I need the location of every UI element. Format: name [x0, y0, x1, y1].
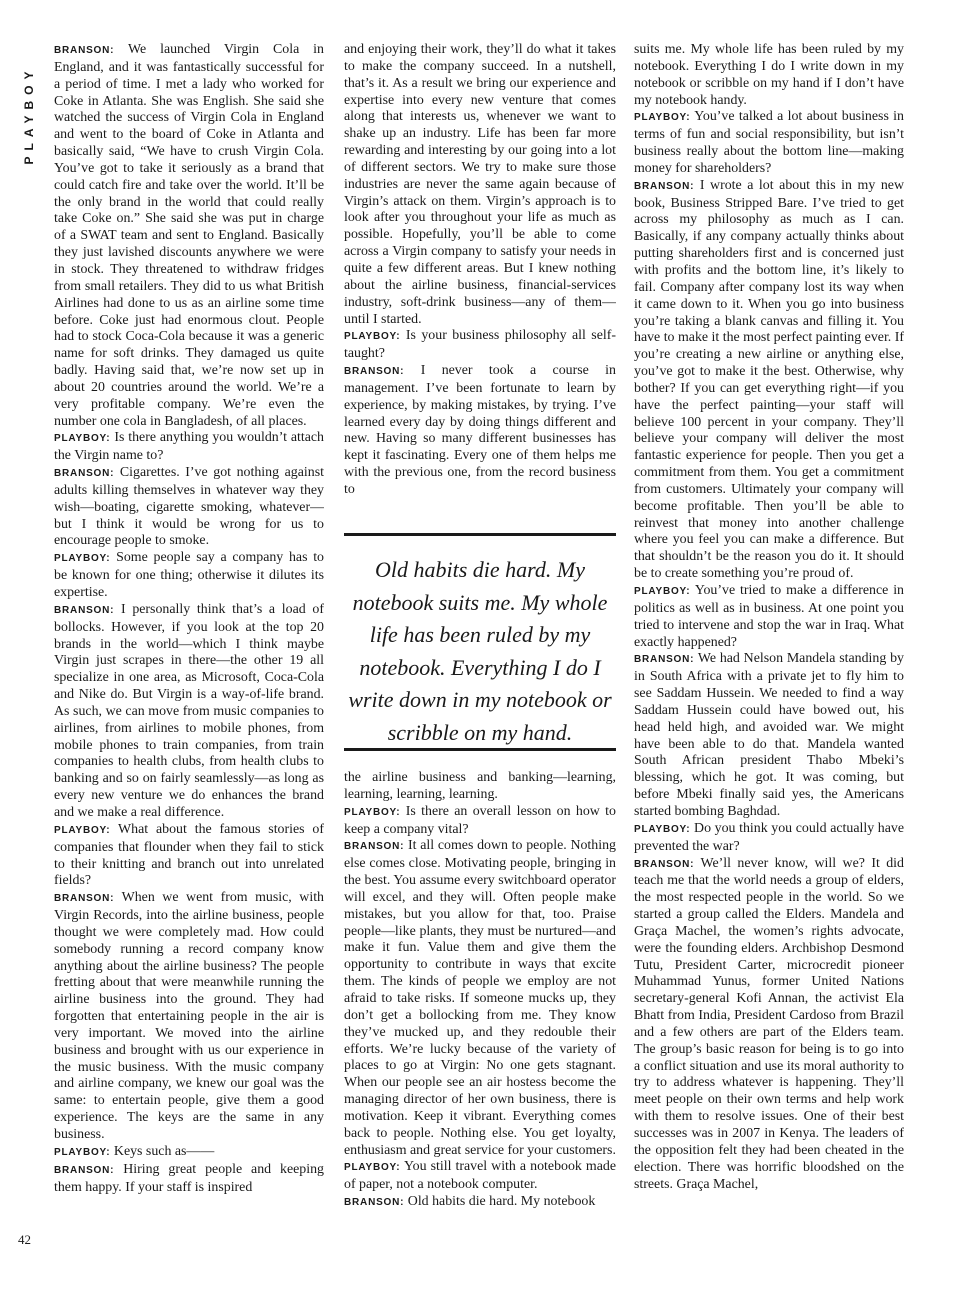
paragraph-text: Hiring great people and keeping them happy. If your staff is inspired: [54, 1161, 324, 1195]
speaker-label: BRANSON:: [54, 1164, 115, 1176]
article-paragraph: [344, 1159, 616, 1194]
article-paragraph: [54, 602, 324, 822]
article-paragraph: [344, 770, 616, 804]
pull-quote: [344, 533, 616, 751]
speaker-label: PLAYBOY:: [634, 823, 691, 835]
paragraph-text: I personally think that’s a load of bollocks. However, if you look at the top 20 brands in the world—which I think maybe Virgin just scrapes in there—the other 19 all specialize in one area, as Microsoft, Coca-Cola and Nike do. But Virgin is a way-of-life brand. As such, we can move from music companies to airlines, from airlines to mobile phones, from mobile phones to train companies, from train companies to health clubs, from health clubs to banking and so on fairly seamlessly—as long as every new venture we do enhances the brand and we make a real difference.: [54, 601, 324, 820]
speaker-label: BRANSON:: [344, 1197, 405, 1209]
paragraph-text: Do you think you could actually have prevented the war?: [634, 820, 904, 854]
article-paragraph: [634, 178, 904, 583]
speaker-label: PLAYBOY:: [54, 433, 111, 445]
speaker-label: BRANSON:: [54, 45, 115, 56]
speaker-label: BRANSON:: [54, 468, 115, 480]
paragraph-text: It all comes down to people. Nothing else comes close. Motivating people, bringing in the best. You assume every switchboard operator will excel, and they will. Often people make mistakes, but you allow for that, too. Praise people—like plants, they must be nurtured—and make it fun. Value them and give them the opportunity to contribute in ways that excite them. The kinds of people we employ are not afraid to take risks. If someone mucks up, they don’t get a bollocking from me. They know they’ve mucked up, and they redouble their efforts. We’re lucky because of the variety of places to go at Virgin: No one gets stagnant. When our people see an air hostess become the managing director of her own business, there is motivation. Keep it vibrant. Everything comes back to people. Nothing else. You get loyalty, enthusiasm and great service for your customers.: [344, 838, 616, 1158]
paragraph-text: You still travel with a notebook made of paper, not a notebook computer.: [344, 1159, 616, 1193]
article-paragraph: [54, 1144, 324, 1162]
paragraph-text: You’ve tried to make a difference in politics as well as in business. At one point you tried to intervene and stop the war in Iraq. What exactly happened?: [634, 583, 904, 650]
article-paragraph: [54, 430, 324, 465]
article-paragraph: [54, 890, 324, 1144]
paragraph-text: We launched Virgin Cola in England, and it was fantastically successful for a period of time. I met a lady who worked for Coke in Atlanta. She was English. She said she watched the success of Virgin Cola in England and went to the board of Coke in Atlanta and basically said, “We have to crush Virgin Cola. You’ve got to take it seriously as a brand that could catch fire and take over the world. It’ll be the only brand in the world that could really take Coke on.” She said she was put in charge of a SWAT team and sent to England. Basically they just lavished discounts anywhere we were in stock. They threatened to withdraw fridges from small retailers. They did to us what British Airlines had done to us as an airline some time before. Coke just had enormous clout. People had to stock Coca-Cola because it was a generic name for soft drinks. They damaged us quite badly. Having said that, we’re now set up in about 20 countries around the world. We’re a very profitable company. We’re even the number one cola in Bangladesh, of all places.: [54, 42, 324, 429]
speaker-label: BRANSON:: [54, 604, 115, 616]
article-paragraph: [54, 42, 324, 430]
article-paragraph: [344, 838, 616, 1159]
article-paragraph: [634, 583, 904, 651]
article-column-2-top: [344, 42, 616, 518]
paragraph-text: Is your business philosophy all self-taught?: [344, 328, 616, 362]
article-paragraph: [634, 109, 904, 177]
speaker-label: BRANSON:: [54, 893, 115, 905]
article-paragraph: [634, 651, 904, 820]
paragraph-text: When we went from music, with Virgin Records, into the airline business, people thought we were completely mad. How could somebody running a record company know anything about the airline business? The people fretting about that were meanwhile running the airline business into the ground. They had forgotten that entertaining people in the air is very important. We moved into the airline business and brought with us our experience in the music business. With the music company and airline company, we knew our goal was the same: to entertain people, give them a good experience. The keys are the same in any business.: [54, 890, 324, 1142]
article-paragraph: [634, 42, 904, 109]
article-paragraph: [344, 804, 616, 839]
paragraph-text: the airline business and banking—learning, learning, learning, learning.: [344, 770, 616, 802]
speaker-label: BRANSON:: [344, 366, 405, 378]
paragraph-text: and enjoying their work, they’ll do what it takes to make the company succeed. In a nutshell, that’s it. As a result we bring our experience and expertise into every new venture that comes along that interests us, whenever we want to shake up an industry. Life has been far more rewarding and interesting by our going into a lot of different sectors. We try to make sure those industries are never the same again because of Virgin’s attack on them. Virgin’s approach is to look after you throughout your life as much as possible. Hopefully, you’ll be able to come across a Virgin company to satisfy your needs in quite a few different areas. But I knew nothing about the airline business, financial-services industry, soft-drink business—any of them—until I started.: [344, 42, 616, 327]
speaker-label: BRANSON:: [634, 180, 695, 192]
article-paragraph: [634, 856, 904, 1194]
speaker-label: BRANSON:: [344, 841, 405, 853]
speaker-label: PLAYBOY:: [54, 553, 111, 565]
speaker-label: PLAYBOY:: [54, 824, 111, 836]
paragraph-text: Is there anything you wouldn’t attach the Virgin name to?: [54, 430, 324, 464]
article-paragraph: [634, 821, 904, 856]
paragraph-text: Some people say a company has to be known for one thing; otherwise it dilutes its expertise.: [54, 550, 324, 600]
article-paragraph: [344, 363, 616, 499]
pull-quote-text: Old habits die hard. My notebook suits me. My whole life has been ruled by my notebook. Everything I do I write down in my notebook or scribble on my hand.: [348, 557, 612, 745]
speaker-label: PLAYBOY:: [344, 331, 401, 343]
article-paragraph: [54, 465, 324, 550]
paragraph-text: Cigarettes. I’ve got nothing against adults killing themselves in whatever way they wish—boating, cigarette smoking, whatever—but I think it would be wrong for us to encourage people to smoke.: [54, 465, 324, 549]
paragraph-text: We had Nelson Mandela standing by in South Africa with a private jet to fly him to see Saddam Hussein. We needed to find a way Saddam Hussein could have bowed out, his head held high, and avoided war. We might have been able to do that. Mandela wanted South African president Thabo Mbeki’s blessing, which he got. It was coming, but before Mbeki finally said yes, the Americans started bombing Baghdad.: [634, 651, 904, 819]
article-paragraph: [344, 328, 616, 363]
page-number: 42: [18, 1232, 31, 1247]
speaker-label: PLAYBOY:: [634, 586, 691, 597]
paragraph-text: What about the famous stories of companies that flounder when they fail to stick to their knitting and branch out into unrelated fields?: [54, 821, 324, 889]
paragraph-text: You’ve talked a lot about business in terms of fun and social responsibility, but isn’t business really about the bottom line—making money for shareholders?: [634, 109, 904, 176]
article-paragraph: [54, 550, 324, 602]
paragraph-text: Keys such as——: [113, 1143, 215, 1159]
article-column-1: [54, 42, 324, 1254]
paragraph-text: Is there an overall lesson on how to keep a company vital?: [344, 803, 616, 837]
paragraph-text: suits me. My whole life has been ruled by my notebook. Everything I do I write down in my notebook or scribble on my hand if I don’t have my notebook handy.: [634, 42, 904, 108]
article-paragraph: [54, 1162, 324, 1197]
vertical-title-text: PLAYBOY: [22, 65, 36, 165]
paragraph-text: I never took a course in management. I’ve been fortunate to learn by experience, by making mistakes, by trying. I’ve learned every day by doing things different and new. Having so many different businesses has kept it fascinating. Every one of them helps me with the previous one, from the record business to: [344, 363, 616, 497]
speaker-label: PLAYBOY:: [54, 1146, 111, 1158]
article-paragraph: [54, 822, 324, 890]
speaker-label: PLAYBOY:: [344, 806, 401, 818]
paragraph-text: Old habits die hard. My notebook: [407, 1194, 596, 1210]
magazine-vertical-title: [14, 40, 44, 190]
speaker-label: BRANSON:: [634, 654, 695, 666]
paragraph-text: We’ll never know, will we? It did teach me that the world needs a group of elders, the most respected people in the world. So we started a group called the Elders. Mandela and Graça Machel, the women’s rights advocate, were the founding elders. Archbishop Desmond Tutu, President Carter, microcredit pioneer Muhammad Yunus, former United Nations secretary-general Kofi Annan, the activist Ela Bhatt from India, President Cardoso from Brazil and a few others are part of the Elders team. The group’s basic reason for being is to go into a conflict situation and use its moral authority to try to address whatever is happening. They’ll meet people on their own terms and help work with them to resolve issues. One of their best successes was in 2007 in Kenya. The leaders of the opposition felt they had been cheated in the election. There was horrific bloodshed on the streets. Graça Machel,: [634, 855, 904, 1192]
article-column-3: [634, 42, 904, 1254]
article-paragraph: [344, 1194, 616, 1212]
speaker-label: PLAYBOY:: [344, 1162, 401, 1174]
speaker-label: PLAYBOY:: [634, 112, 691, 124]
paragraph-text: I wrote a lot about this in my new book, Business Stripped Bare. I’ve tried to get across my philosophy as much as I can. Basically, if any company actually thinks about putting shareholders first and is concerned just with profits and the bottom line, it’s likely to fail. Company after company lost its way when it came down to it. When you go into business you’re taking a blank canvas and filling it. You have to make it the most perfect painting ever. If you’re creating a new airline or anything else, you’ve got to make it the best. Otherwise, why bother? If you can get everything right—if you have the perfect painting—your staff will believe 100 percent in your company. They’ll believe your company will deliver the most fantastic experience for people. Then you get a commitment from them. You get a commitment from customers. Ultimately your company will become profitable. Then you’ll be able to reinvest that money into another challenge where you feel you can make a difference. But that shouldn’t be the reason you do it. It should be to create something you’re proud of.: [634, 177, 904, 582]
article-paragraph: [344, 42, 616, 328]
speaker-label: BRANSON:: [634, 858, 695, 870]
article-column-2-bottom: [344, 770, 616, 1254]
